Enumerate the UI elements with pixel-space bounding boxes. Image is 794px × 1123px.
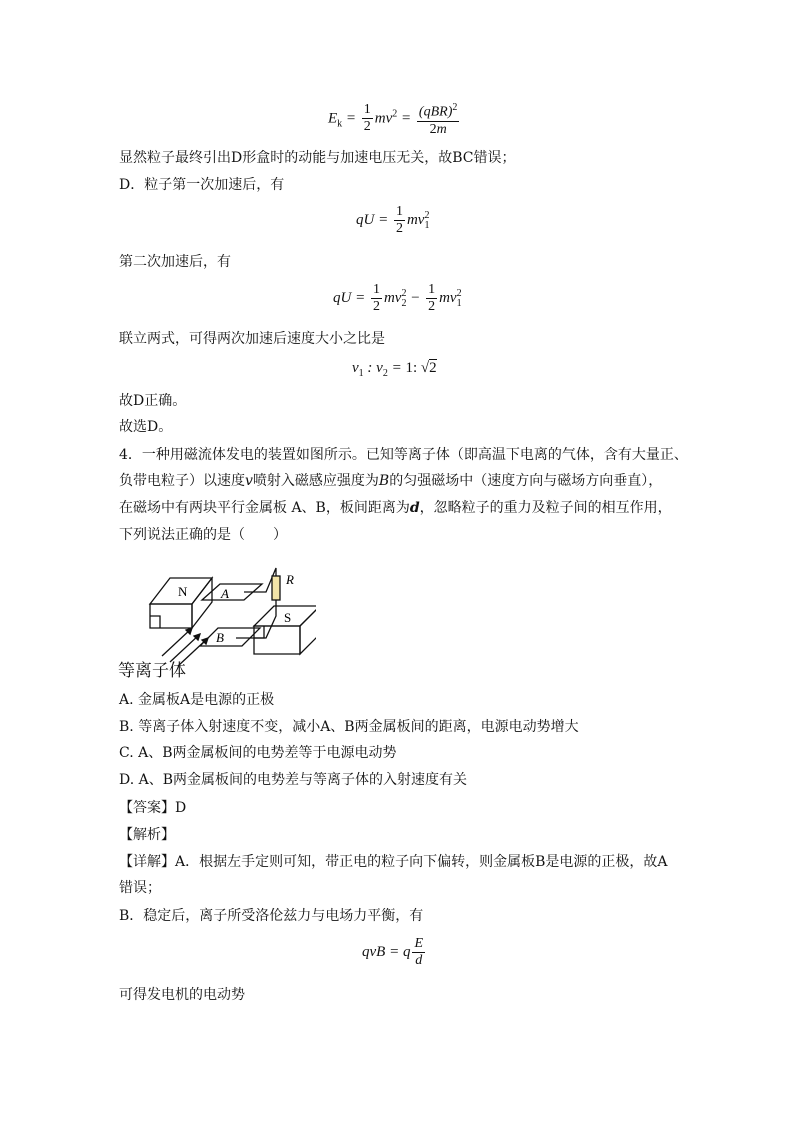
text-line-2: D．粒子第一次加速后，有 <box>119 177 285 193</box>
label-b: B <box>216 630 224 645</box>
question-4-line-1: 4．一种用磁流体发电的装置如图所示。已知等离子体（即高温下电离的气体，含有大量正、 <box>119 447 688 463</box>
detail-line-d: 可得发电机的电动势 <box>119 987 245 1003</box>
q4-text-post: 的匀强磁场中（速度方向与磁场方向垂直）， <box>389 473 663 489</box>
q4-text-pre: 负带电粒子）以速度 <box>119 473 245 489</box>
text-line-1: 显然粒子最终引出D形盒时的动能与加速电压无关，故BC错误； <box>119 150 516 166</box>
text-line-5: 故D正确。 <box>119 393 187 409</box>
detail-line-c: B．稳定后，离子所受洛伦兹力与电场力平衡，有 <box>119 908 424 924</box>
option-d: D. A、B两金属板间的电势差与等离子体的入射速度有关 <box>119 772 468 788</box>
label-s: S <box>284 610 292 625</box>
text-line-3: 第二次加速后，有 <box>119 254 231 270</box>
detail-line-a: 【详解】A．根据左手定则可知，带正电的粒子向下偏转，则金属板B是电源的正极，故A <box>119 854 668 870</box>
option-a: A. 金属板A是电源的正极 <box>119 692 275 708</box>
label-a: A <box>221 586 229 601</box>
q4-text-mid: 喷射入磁感应强度为 <box>252 473 379 489</box>
symbol-d: d <box>409 500 420 516</box>
text-line-4: 联立两式，可得两次加速后速度大小之比是 <box>119 331 385 347</box>
diagram-caption: 等离子体 <box>118 661 186 681</box>
equation-force-balance: qvB = q $\frac{E}{d}$ <box>362 936 424 968</box>
resistor-r <box>272 576 280 600</box>
symbol-b: B <box>378 473 390 489</box>
question-4-line-3 <box>119 498 672 518</box>
q4c-text-post: ，忽略粒子的重力及粒子间的相互作用， <box>419 500 672 516</box>
equation-second-acceleration: qU = $\frac{1}{2}$ $mv_2^2$ − $\frac{1}{2}$ $mv_1^2$ <box>333 282 462 314</box>
q4c-text-pre: 在磁场中有两块平行金属板 A、B，板间距离为 <box>119 500 410 516</box>
answer-line: 【答案】D <box>119 800 187 816</box>
equation-velocity-ratio: $v_1$ : $v_2 = 1$: √2 <box>352 360 437 379</box>
text-line-6: 故选D。 <box>119 419 173 435</box>
symbol-v: v <box>245 473 253 489</box>
question-4-line-2 <box>119 471 662 491</box>
option-b: B. 等离子体入射速度不变，减小A、B两金属板间的距离，电源电动势增大 <box>119 719 579 735</box>
equation-first-acceleration: qU = $\frac{1}{2}$ $mv_1^2$ <box>356 204 430 236</box>
question-4-line-4: 下列说法正确的是（ ） <box>119 527 287 543</box>
label-n: N <box>178 584 188 599</box>
detail-line-b: 错误； <box>119 880 161 896</box>
analysis-heading: 【解析】 <box>119 827 175 843</box>
label-r: R <box>286 572 294 587</box>
equation-kinetic-energy: $E_k$ = $\frac{1}{2}$ $mv^2$ = $\frac{(qBR)^2}{2m}$ <box>328 102 458 137</box>
option-c: C. A、B两金属板间的电势差等于电源电动势 <box>119 745 397 761</box>
